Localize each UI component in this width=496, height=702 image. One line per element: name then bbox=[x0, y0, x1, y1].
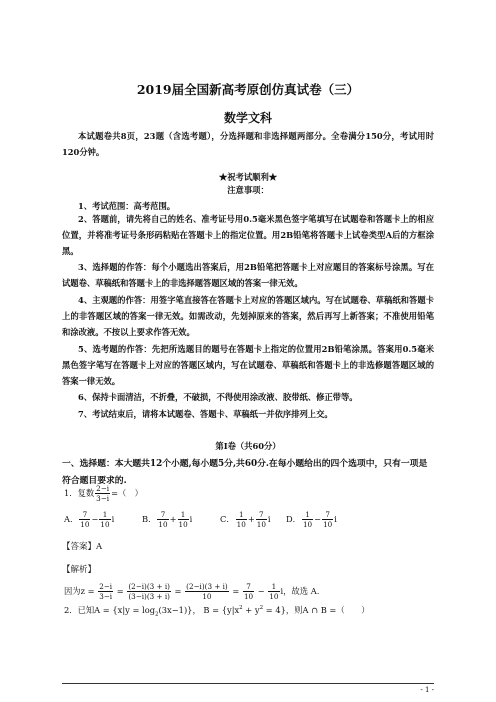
question-2: 2．已知$A = \{x|y = \log_2(3x-1)\}$， $B = \{y|x^2 + y^2 = 4\}$，则A ∩ B =（ ） bbox=[64, 605, 370, 618]
notice-item-7: 7、考试结束后，请将本试题卷、答题卡、草稿纸一并依序排列上交。 bbox=[78, 409, 333, 419]
q1-answer: 【答案】A bbox=[62, 542, 103, 552]
q1-option-c: C． $\frac{1}{10}$ + $\frac{7}{10}$ i bbox=[220, 510, 271, 529]
exam-subtitle: 数学文科 bbox=[223, 111, 272, 125]
notice-item-5: 5、选考题的作答：先把所选题目的题号在答题卡上指定的位置用2B铅笔涂黑。答案用0.5毫米黑色签字笔写在答题卡上对应的答题区域内，写在试题卷、草稿纸和答题卡上的非选修题答题区域的答案一律无效。 bbox=[62, 344, 434, 386]
notice-heading: 注意事项： bbox=[227, 185, 269, 195]
footer-divider bbox=[62, 683, 434, 684]
q1-suffix: =（ ） bbox=[111, 488, 143, 498]
part1-title: 第Ⅰ卷（共60分） bbox=[215, 441, 281, 451]
q1-option-b: B． $\frac{7}{10}$ + $\frac{1}{10}$ i bbox=[142, 510, 193, 529]
exam-title: 2019届全国新高考原创仿真试卷（三） bbox=[136, 82, 360, 97]
wish-line: ★祝考试顺利★ bbox=[218, 172, 278, 182]
q1-option-a: A． $\frac{7}{10}$ − $\frac{1}{10}$ i bbox=[64, 510, 115, 529]
section1-heading: 一、选择题：本大题共12个小题,每小题5分,共60分.在每小题给出的四个选项中，只有一项是符合题目要求的. bbox=[62, 459, 428, 486]
q1-solution: 因为z = $\frac{2-i}{3-i}$ = $\frac{(2-i)(3 + i)}{(3-i)(3 + i)}$ = $\frac{(2-i)(3 + i)}{10}$ = $\frac{7}{10}$ − $\frac{1}{10}$ i，故选 A. bbox=[64, 582, 320, 601]
q1-fraction: $\frac{2-i}{3-i}$ bbox=[96, 484, 110, 503]
notice-item-1: 1、考试范围：高考范围。 bbox=[78, 201, 176, 211]
question-1 bbox=[64, 484, 143, 503]
q1-analysis-tag: 【解析】 bbox=[62, 565, 97, 575]
intro-paragraph: 本试题卷共8页，23题（含选考题），分选择题和非选择题两部分。全卷满分150分，考试用时120分钟。 bbox=[62, 131, 434, 157]
notice-item-2: 2、答题前，请先将自己的姓名、准考证号用0.5毫米黑色签字笔填写在试题卷和答题卡上的相应位置，并将准考证号条形码粘贴在答题卡上的指定位置。用2B铅笔将答题卡上试卷类型A后的方框涂黑。 bbox=[62, 214, 434, 256]
notice-item-6: 6、保持卡面清洁，不折叠，不破损，不得使用涂改液、胶带纸、修正带等。 bbox=[78, 392, 358, 402]
page-number: - 1 - bbox=[420, 686, 434, 694]
notice-item-4: 4、主观题的作答：用签字笔直接答在答题卡上对应的答题区域内。写在试题卷、草稿纸和答题卡上的非答题区域的答案一律无效。如需改动，先划掉原来的答案，然后再写上新答案；不准使用铅笔和涂改液。不按以上要求作答无效。 bbox=[62, 295, 434, 337]
notice-item-3: 3、选择题的作答：每个小题选出答案后，用2B铅笔把答题卡上对应题目的答案标号涂黑。写在试题卷、草稿纸和答题卡上的非选择题答题区域的答案一律无效。 bbox=[62, 262, 434, 288]
q1-option-d: D． $\frac{1}{10}$ − $\frac{7}{10}$ i bbox=[286, 510, 337, 529]
q1-prefix: 1．复数 bbox=[64, 488, 95, 498]
